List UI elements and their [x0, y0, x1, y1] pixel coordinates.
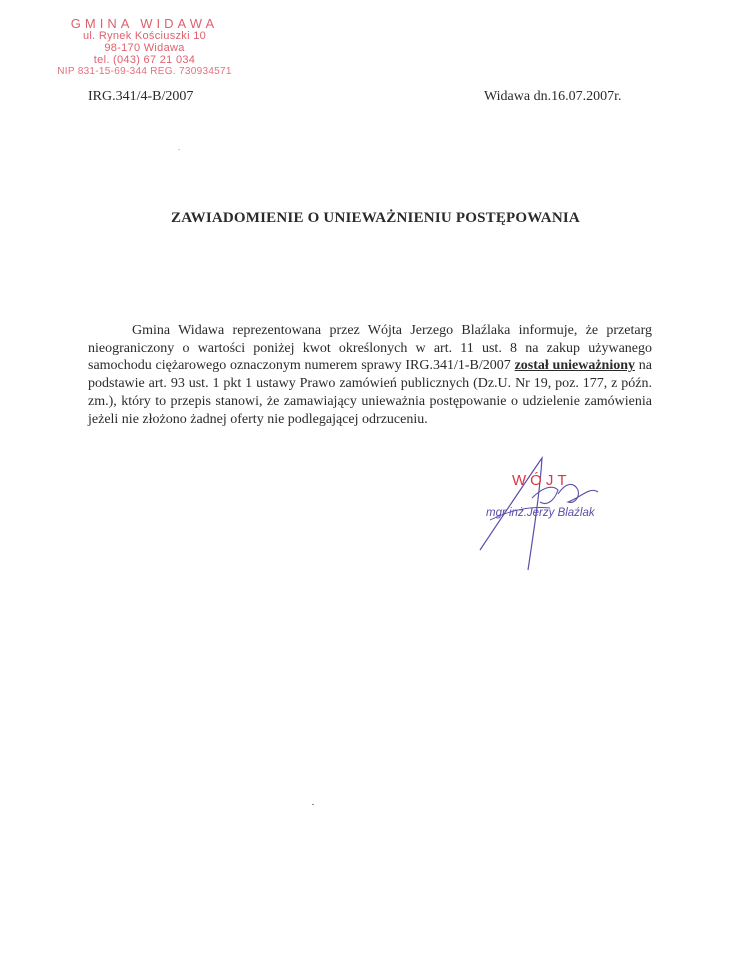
body-emphasis: został unieważniony [514, 358, 636, 374]
stamp-title: GMINA WIDAWA [70, 16, 219, 31]
signatory-name: mgr inż.Jerzy Blaźlak [486, 507, 595, 519]
signature-title: WÓJT [512, 472, 571, 489]
stamp-ids: NIP 831-15-69-344 REG. 730934571 [57, 66, 232, 77]
stamp-postal: 98-170 Widawa [104, 42, 185, 54]
document-title: ZAWIADOMIENIE O UNIEWAŻNIENIU POSTĘPOWANIA [171, 210, 580, 226]
signature-block [470, 450, 650, 580]
scan-speck [312, 804, 314, 805]
stamp-phone: tel. (043) 67 21 034 [93, 54, 196, 66]
reference-number: IRG.341/4-B/2007 [88, 89, 194, 104]
scan-speck [178, 149, 180, 150]
body-text-part2: na podstawie art. 93 ust. 1 pkt 1 ustawy Prawo zamówień publicznych (Dz.U. Nr 19, poz. 177, z późn. zm.), który to przepis stanowi, że zamawiający unieważnia postępowanie o udzielenie zamówienia jeżeli nie złożono żadnej oferty nie podlegającej odrzuceniu. [88, 358, 652, 427]
document-body [88, 322, 652, 428]
body-text-part1: Gmina Widawa reprezentowana przez Wójta Jerzego Blaźlaka informuje, że przetarg nieograniczony o wartości poniżej kwot określonych w art. 11 ust. 8 na zakup używanego samochodu ciężarowego oznaczonym numerem sprawy IRG.341/1-B/2007 [88, 323, 652, 374]
document-date: Widawa dn.16.07.2007r. [484, 89, 622, 104]
stamp-street: ul. Rynek Kościuszki 10 [82, 30, 207, 42]
municipality-stamp [57, 18, 232, 78]
